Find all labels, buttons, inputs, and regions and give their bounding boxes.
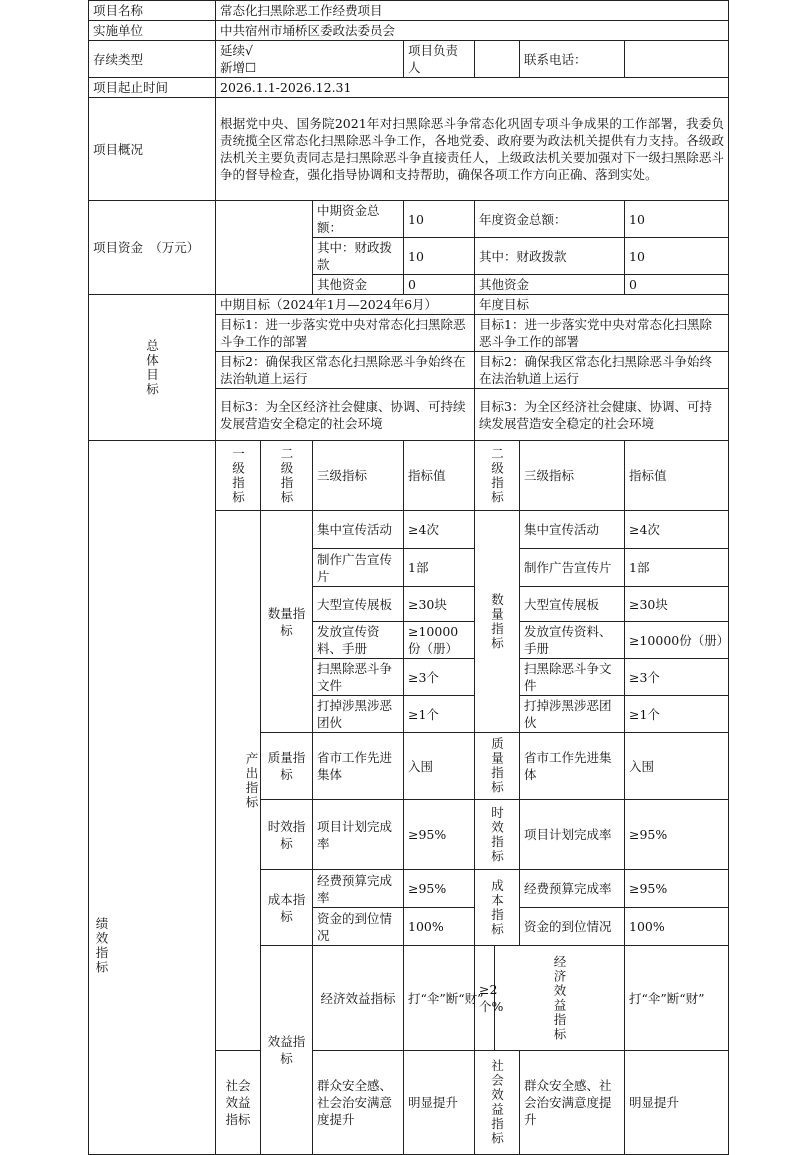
mid-fiscal: 10 <box>404 238 475 275</box>
year-total-label: 年度资金总额： <box>475 201 625 238</box>
funds-spacer <box>216 201 313 295</box>
project-name: 常态化扫黑除恶工作经费项目 <box>216 1 729 21</box>
quality-vb: 入围 <box>625 733 729 800</box>
social-l3b: 群众安全感、社会治安满意度提升 <box>520 1051 625 1155</box>
social-vb: 明显提升 <box>625 1051 729 1155</box>
h-level3b: 三级指标 <box>520 441 625 511</box>
quality-label: 质量指标 <box>261 733 313 800</box>
h-level1: 一级指标 <box>216 441 261 511</box>
qty-5-l3b: 扫黑除恶斗争文件 <box>520 659 625 696</box>
year-goal-header: 年度目标 <box>475 295 729 315</box>
quality-v: 入围 <box>404 733 475 800</box>
h-valueb: 指标值 <box>625 441 729 511</box>
cost-1-l3b: 经费预算完成率 <box>520 870 625 908</box>
cost-1-vb: ≥95% <box>625 870 729 908</box>
mid-other-label: 其他资金 <box>313 275 404 295</box>
qty-4-vb: ≥10000份（册） <box>625 622 729 659</box>
type-value <box>216 41 404 78</box>
qty-6-l3b: 打掉涉黑涉恶团伙 <box>520 696 625 733</box>
quality-label-b: 质量指标 <box>475 733 520 800</box>
type-label: 存续类型 <box>89 41 216 78</box>
qty-3-l3b: 大型宣传展板 <box>520 587 625 622</box>
project-name-label: 项目名称 <box>89 1 216 21</box>
qty-1-vb: ≥4次 <box>625 511 729 549</box>
qty-1-v: ≥4次 <box>404 511 475 549</box>
cost-2-l3: 资金的到位情况 <box>313 908 404 946</box>
perf-label: 绩效指标 <box>94 916 109 975</box>
h-value: 指标值 <box>404 441 475 511</box>
qty-5-l3: 扫黑除恶斗争文件 <box>313 659 404 696</box>
qty-6-l3: 打掉涉黑涉恶团伙 <box>313 696 404 733</box>
cost-1-v: ≥95% <box>404 870 475 908</box>
quality-l3b: 省市工作先进集体 <box>520 733 625 800</box>
qty-2-vb: 1部 <box>625 549 729 587</box>
year-fiscal: 10 <box>625 238 729 275</box>
cost-label: 成本指标 <box>261 870 313 946</box>
type-continue: 延续√ <box>220 43 253 58</box>
econ-label: 经济效益指标 <box>313 946 404 1051</box>
funds-label: 项目资金 （万元） <box>89 201 216 295</box>
qty-1-l3: 集中宣传活动 <box>313 511 404 549</box>
project-performance-table <box>88 0 729 1155</box>
time-label: 时效指标 <box>261 800 313 870</box>
qty-3-v: ≥30块 <box>404 587 475 622</box>
h-level3: 三级指标 <box>313 441 404 511</box>
overview-label: 项目概况 <box>89 98 216 201</box>
time-v: ≥95% <box>404 800 475 870</box>
qty-label-b: 数量指标 <box>475 511 520 733</box>
perf-label-cell <box>89 441 216 1155</box>
time-label-b: 时效指标 <box>475 800 520 870</box>
effect-label: 效益指标 <box>261 946 313 1155</box>
econ-l3b: 打“伞”断“财” <box>625 946 729 1051</box>
contact-label: 联系电话： <box>520 41 625 78</box>
qty-2-v: 1部 <box>404 549 475 587</box>
period-label: 项目起止时间 <box>89 78 216 98</box>
year-fiscal-label: 其中：财政拨款 <box>475 238 625 275</box>
qty-4-v: ≥10000份（册） <box>404 622 475 659</box>
mid-total: 10 <box>404 201 475 238</box>
owner-label: 项目负责人 <box>404 41 475 78</box>
qty-1-l3b: 集中宣传活动 <box>520 511 625 549</box>
qty-2-l3: 制作广告宣传片 <box>313 549 404 587</box>
type-new: 新增☐ <box>220 60 257 75</box>
qty-4-l3b: 发放宣传资料、手册 <box>520 622 625 659</box>
qty-6-v: ≥1个 <box>404 696 475 733</box>
unit-value: 中共宿州市埇桥区委政法委员会 <box>216 21 729 41</box>
qty-6-vb: ≥1个 <box>625 696 729 733</box>
year-goal-2: 目标2：确保我区常态化扫黑除恶斗争始终在法治轨道上运行 <box>475 352 729 389</box>
social-v: 明显提升 <box>404 1051 475 1155</box>
goals-label: 总体目标 <box>89 295 216 441</box>
year-other-label: 其他资金 <box>475 275 625 295</box>
output-label: 产出指标 <box>216 511 261 1051</box>
time-l3: 项目计划完成率 <box>313 800 404 870</box>
qty-4-l3: 发放宣传资料、手册 <box>313 622 404 659</box>
social-label: 社会效益指标 <box>216 1051 261 1155</box>
contact-value <box>625 41 729 78</box>
social-l3: 群众安全感、社会治安满意度提升 <box>313 1051 404 1155</box>
econ-v: ≥2个% <box>475 946 495 1051</box>
cost-2-vb: 100% <box>625 908 729 946</box>
owner-value <box>475 41 520 78</box>
econ-l3: 打“伞”断“财” <box>404 946 475 1051</box>
qty-3-vb: ≥30块 <box>625 587 729 622</box>
year-goal-3: 目标3：为全区经济社会健康、协调、可持续发展营造安全稳定的社会环境 <box>475 389 729 441</box>
qty-5-v: ≥3个 <box>404 659 475 696</box>
mid-goal-1: 目标1：进一步落实党中央对常态化扫黑除恶斗争工作的部署 <box>216 315 475 352</box>
cost-label-b: 成本指标 <box>475 870 520 946</box>
unit-label: 实施单位 <box>89 21 216 41</box>
mid-goal-2: 目标2：确保我区常态化扫黑除恶斗争始终在法治轨道上运行 <box>216 352 475 389</box>
time-l3b: 项目计划完成率 <box>520 800 625 870</box>
qty-2-l3b: 制作广告宣传片 <box>520 549 625 587</box>
h-level2: 二级指标 <box>261 441 313 511</box>
cost-2-v: 100% <box>404 908 475 946</box>
quality-l3: 省市工作先进集体 <box>313 733 404 800</box>
overview-text: 根据党中央、国务院2021年对扫黑除恶斗争常态化巩固专项斗争成果的工作部署，我委负责统揽全区常态化扫黑除恶斗争工作，各地党委、政府要为政法机关提供有力支持。各级政法机关主要负责同志是扫黑除恶斗争直接责任人，上级政法机关要加强对下一级扫黑除恶斗争的督导检查，强化指导协调和支持帮助，确保各项工作方向正确、落到实处。 <box>216 98 729 201</box>
econ-label-b: 经济效益指标 <box>495 946 625 1051</box>
mid-goal-header: 中期目标（2024年1月—2024年6月） <box>216 295 475 315</box>
mid-other: 0 <box>404 275 475 295</box>
year-total: 10 <box>625 201 729 238</box>
period-value: 2026.1.1-2026.12.31 <box>216 78 729 98</box>
social-label-b: 社会效益指标 <box>475 1051 520 1155</box>
mid-total-label: 中期资金总额： <box>313 201 404 238</box>
cost-1-l3: 经费预算完成率 <box>313 870 404 908</box>
mid-goal-3: 目标3：为全区经济社会健康、协调、可持续发展营造安全稳定的社会环境 <box>216 389 475 441</box>
qty-5-vb: ≥3个 <box>625 659 729 696</box>
h-level2b: 二级指标 <box>475 441 520 511</box>
year-other: 0 <box>625 275 729 295</box>
mid-fiscal-label: 其中：财政拨款 <box>313 238 404 275</box>
cost-2-l3b: 资金的到位情况 <box>520 908 625 946</box>
qty-3-l3: 大型宣传展板 <box>313 587 404 622</box>
time-vb: ≥95% <box>625 800 729 870</box>
qty-label: 数量指标 <box>261 511 313 733</box>
year-goal-1: 目标1：进一步落实党中央对常态化扫黑除恶斗争工作的部署 <box>475 315 729 352</box>
